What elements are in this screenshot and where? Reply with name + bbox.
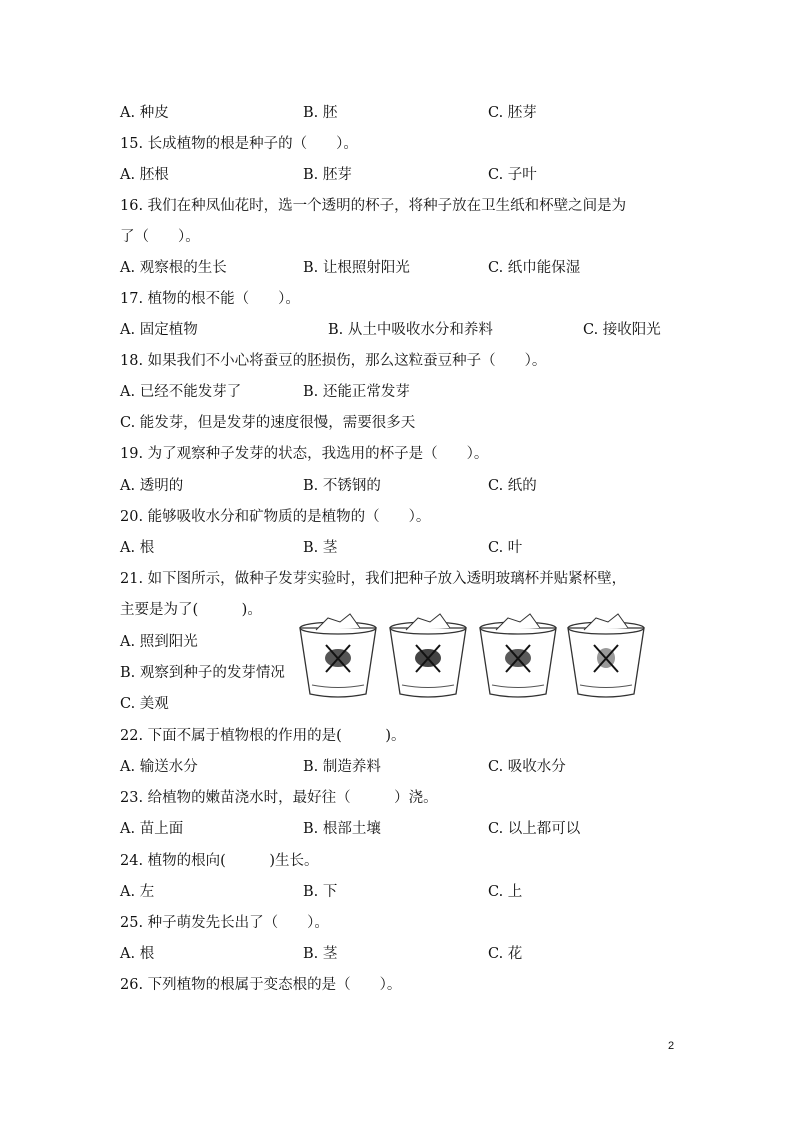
question-stem: 15. 长成植物的根是种子的（ ）。 <box>120 136 358 152</box>
answer-option: C. 以上都可以 <box>488 821 581 837</box>
cup-icon <box>480 614 556 697</box>
answer-option: B. 茎 <box>303 540 338 556</box>
answer-option: C. 接收阳光 <box>583 322 661 338</box>
answer-option: A. 左 <box>120 884 155 900</box>
answer-option: A. 透明的 <box>120 478 184 494</box>
cup-icon <box>300 614 376 697</box>
question-stem: 25. 种子萌发先长出了（ ）。 <box>120 915 329 931</box>
answer-option: A. 根 <box>120 946 155 962</box>
cup-icon <box>390 614 466 697</box>
text-line: C. 能发芽，但是发芽的速度很慢，需要很多天 <box>120 415 416 431</box>
answer-option: C. 叶 <box>488 540 523 556</box>
answer-option: A. 输送水分 <box>120 759 198 775</box>
answer-option: A. 根 <box>120 540 155 556</box>
text-line: B. 观察到种子的发芽情况 <box>120 665 285 681</box>
question-stem: 21. 如下图所示，做种子发芽实验时，我们把种子放入透明玻璃杯并贴紧杯壁， <box>120 571 627 587</box>
answer-option: C. 子叶 <box>488 167 537 183</box>
text-line: A. 照到阳光 <box>120 634 198 650</box>
answer-option: C. 吸收水分 <box>488 759 566 775</box>
question-stem: 17. 植物的根不能（ ）。 <box>120 291 300 307</box>
answer-option: B. 让根照射阳光 <box>303 260 410 276</box>
answer-option: B. 胚芽 <box>303 167 352 183</box>
question-stem: 24. 植物的根向( )生长。 <box>120 853 319 869</box>
answer-option: B. 根部土壤 <box>303 821 381 837</box>
question-stem: 20. 能够吸收水分和矿物质的是植物的（ ）。 <box>120 509 431 525</box>
answer-option: A. 固定植物 <box>120 322 198 338</box>
question-stem: 22. 下面不属于植物根的作用的是( )。 <box>120 728 406 744</box>
question-stem: 16. 我们在种凤仙花时，选一个透明的杯子，将种子放在卫生纸和杯壁之间是为 <box>120 198 627 214</box>
answer-option: B. 不锈钢的 <box>303 478 381 494</box>
answer-option: C. 花 <box>488 946 523 962</box>
answer-option: B. 下 <box>303 884 338 900</box>
cup-icon <box>568 614 644 697</box>
answer-option: C. 纸巾能保湿 <box>488 260 581 276</box>
answer-option: B. 从土中吸收水分和养料 <box>328 322 493 338</box>
answer-option: C. 胚芽 <box>488 105 537 121</box>
text-line: C. 美观 <box>120 696 169 712</box>
answer-option: B. 还能正常发芽 <box>303 384 410 400</box>
answer-option: A. 苗上面 <box>120 821 184 837</box>
answer-option: A. 观察根的生长 <box>120 260 227 276</box>
page-number: 2 <box>668 1040 675 1052</box>
question-stem: 26. 下列植物的根属于变态根的是（ ）。 <box>120 977 402 993</box>
germination-cups-figure <box>298 610 648 702</box>
text-line: 了（ ）。 <box>120 229 200 245</box>
answer-option: A. 胚根 <box>120 167 169 183</box>
answer-option: B. 茎 <box>303 946 338 962</box>
answer-option: B. 胚 <box>303 105 338 121</box>
answer-option: B. 制造养料 <box>303 759 381 775</box>
text-line: 主要是为了( )。 <box>120 602 262 618</box>
answer-option: A. 种皮 <box>120 105 169 121</box>
answer-option: C. 纸的 <box>488 478 537 494</box>
question-stem: 23. 给植物的嫩苗浇水时，最好往（ ）浇。 <box>120 790 438 806</box>
answer-option: A. 已经不能发芽了 <box>120 384 242 400</box>
answer-option: C. 上 <box>488 884 523 900</box>
question-stem: 18. 如果我们不小心将蚕豆的胚损伤，那么这粒蚕豆种子（ ）。 <box>120 353 547 369</box>
question-stem: 19. 为了观察种子发芽的状态，我选用的杯子是（ ）。 <box>120 446 489 462</box>
